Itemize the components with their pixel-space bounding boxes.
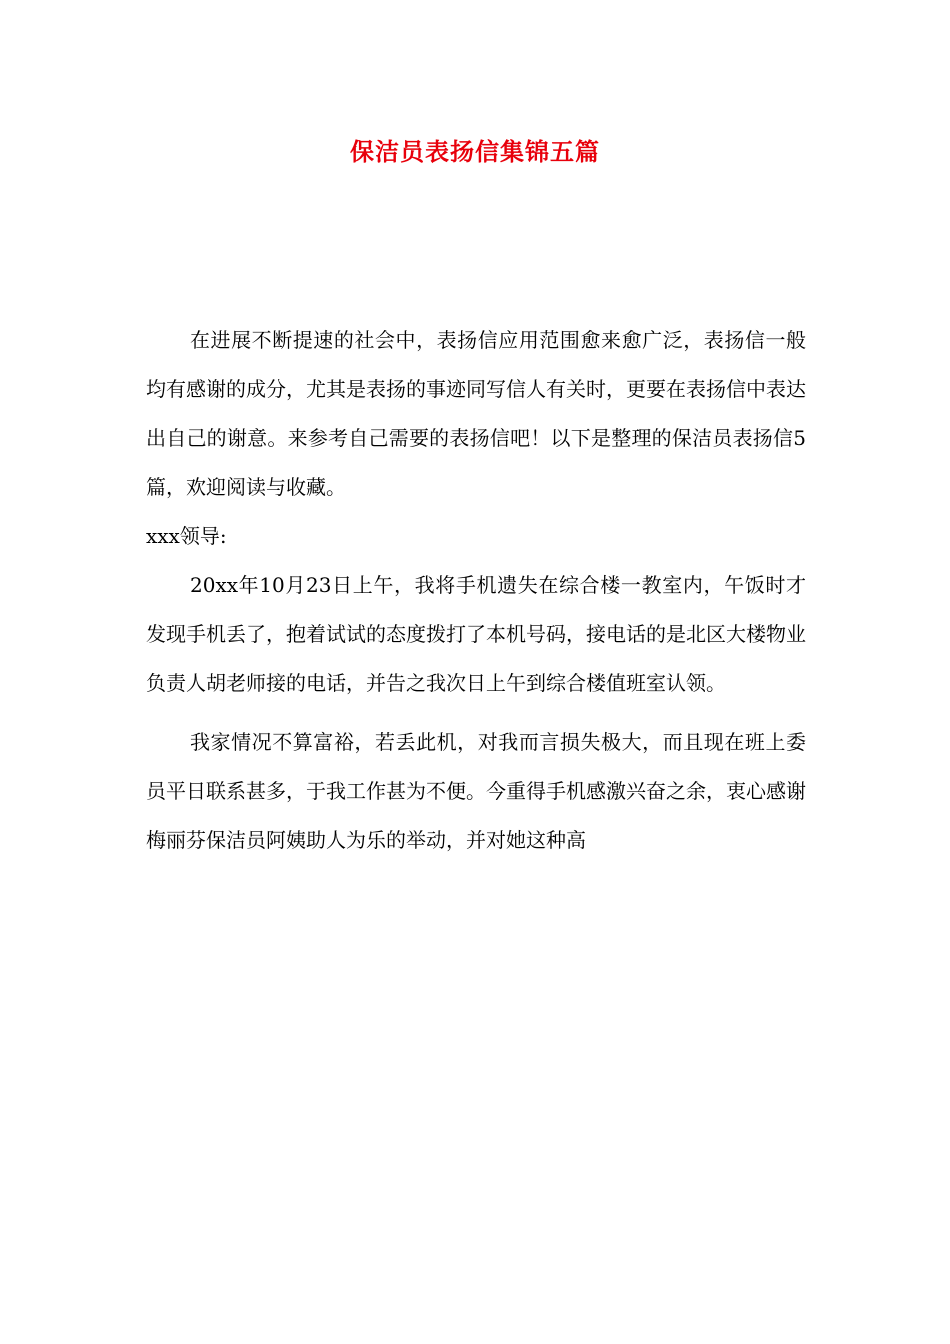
salutation: xxx领导: xyxy=(146,524,227,548)
body-paragraph-2: 我家情况不算富裕，若丢此机，对我而言损失极大，而且现在班上委员平日联系甚多，于我工作甚为不便。今重得手机感激兴奋之余，衷心感谢梅丽芬保洁员阿姨助人为乐的举动，并对她这种高 xyxy=(146,730,806,852)
body-paragraph-1: 20xx年10月23日上午，我将手机遗失在综合楼一教室内，午饭时才发现手机丢了，抱着试试的态度拨打了本机号码，接电话的是北区大楼物业负责人胡老师接的电话，并告之我次日上午到综合楼值班室认领。 xyxy=(146,573,806,695)
document-body xyxy=(146,316,806,865)
document-title: 保洁员表扬信集锦五篇 xyxy=(350,137,600,166)
intro-paragraph: 在进展不断提速的社会中，表扬信应用范围愈来愈广泛，表扬信一般均有感谢的成分，尤其是表扬的事迹同写信人有关时，更要在表扬信中表达出自己的谢意。来参考自己需要的表扬信吧！以下是整理的保洁员表扬信5篇，欢迎阅读与收藏。 xyxy=(146,328,806,499)
